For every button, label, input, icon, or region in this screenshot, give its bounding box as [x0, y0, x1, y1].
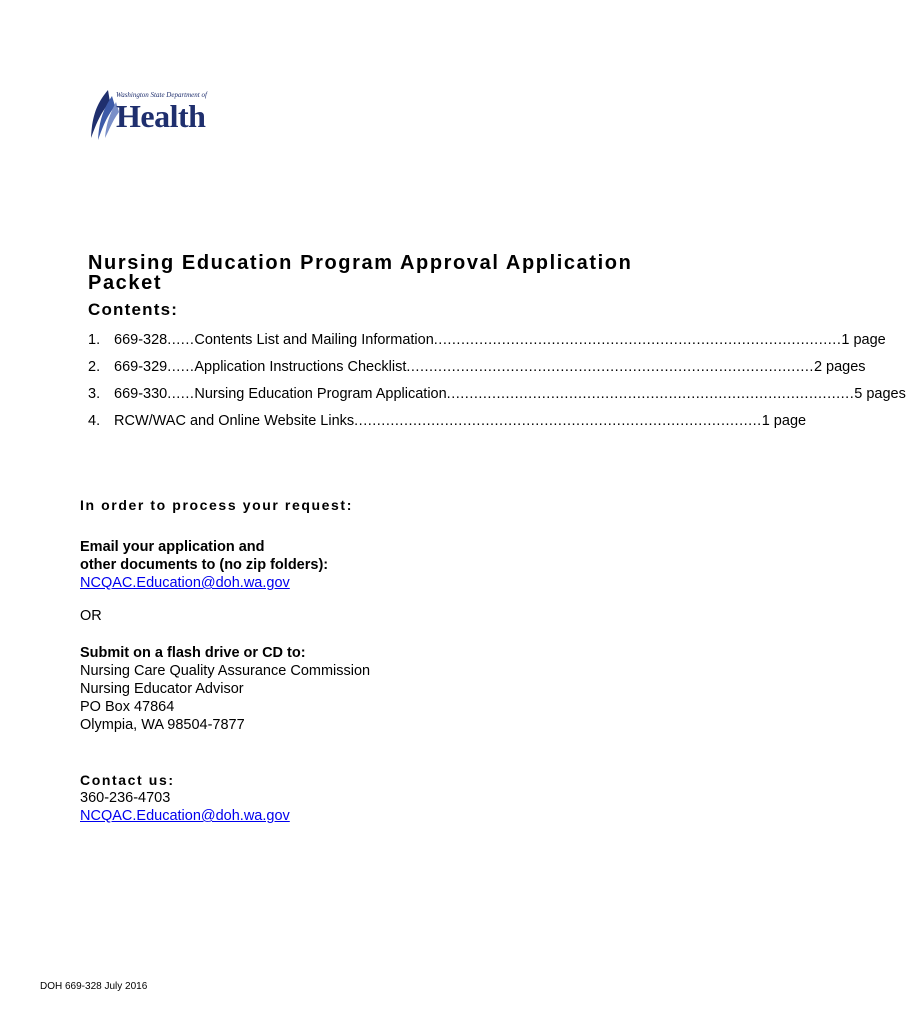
address-line: Olympia, WA 98504-7877 [80, 717, 245, 733]
email-instruction-line-1: Email your application and [80, 539, 265, 555]
address-line: Nursing Educator Advisor [80, 681, 244, 697]
process-heading: In order to process your request: [80, 497, 353, 513]
contact-phone: 360-236-4703 [80, 790, 171, 806]
list-item: 4. RCW/WAC and Online Website Links .......................................................................................... 1 page [88, 413, 807, 429]
contact-block [80, 771, 290, 825]
email-instruction-line-2: other documents to (no zip folders): [80, 557, 329, 573]
contents-heading: Contents: [88, 300, 179, 319]
submission-email-link[interactable]: NCQAC.Education@doh.wa.gov [80, 575, 290, 591]
mail-block [80, 644, 370, 734]
list-item: 3. 669-330 ...... Nursing Education Program Application .......................................................................................... 5 pages [88, 386, 906, 402]
submit-heading: Submit on a flash drive or CD to: [80, 645, 306, 661]
address-line: PO Box 47864 [80, 699, 175, 715]
list-item: 2. 669-329 ...... Application Instructions Checklist .......................................................................................... 2 pages [88, 359, 866, 375]
page-title: Nursing Education Program Approval Application Packet [88, 252, 633, 294]
form-footer: DOH 669-328 July 2016 [40, 981, 148, 992]
or-separator: OR [80, 608, 102, 624]
logo-wordmark: Health [116, 98, 206, 134]
doh-logo [88, 88, 218, 143]
address-line: Nursing Care Quality Assurance Commission [80, 663, 371, 679]
contents-list [88, 330, 906, 438]
contact-email-link[interactable]: NCQAC.Education@doh.wa.gov [80, 808, 290, 824]
agency-name: Washington State Department of [116, 91, 207, 99]
contact-heading: Contact us: [80, 772, 175, 788]
email-block [80, 538, 328, 592]
list-item: 1. 669-328 ...... Contents List and Mailing Information .......................................................................................... 1 page [88, 332, 886, 348]
